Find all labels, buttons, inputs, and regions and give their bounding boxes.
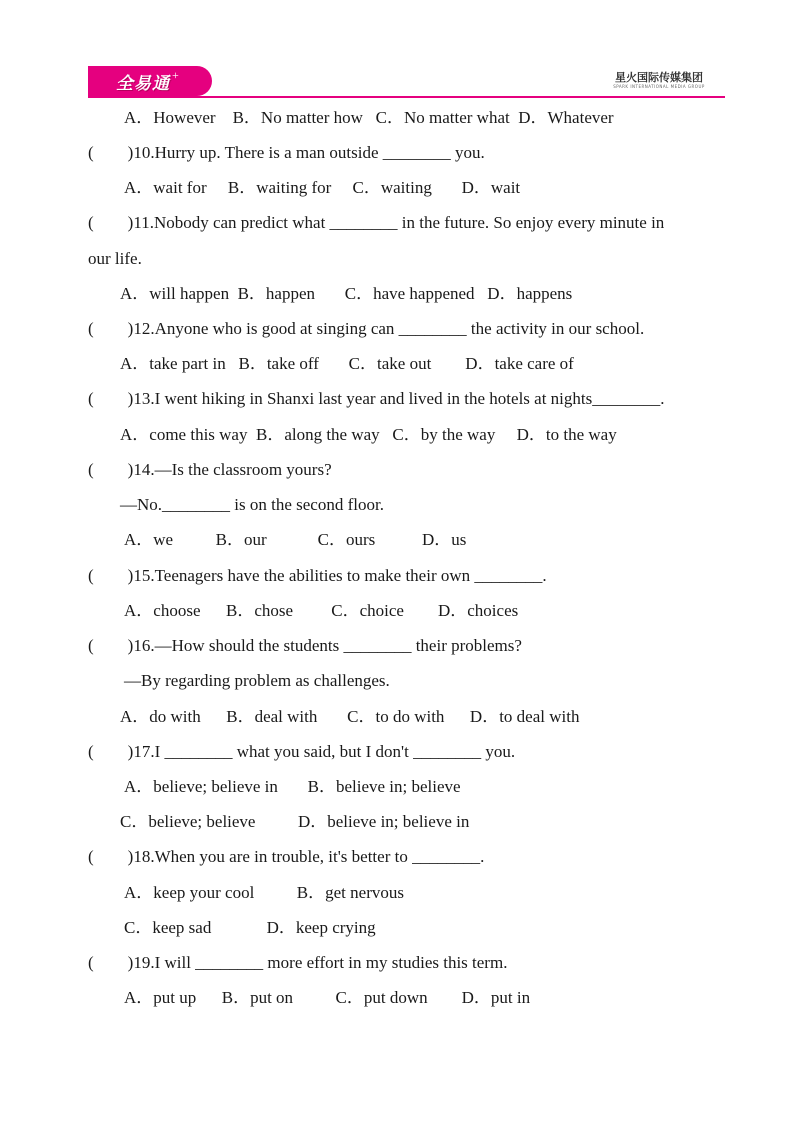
question-15: ( )15.Teenagers have the abilities to make their own ________. <box>88 566 547 585</box>
question-12: ( )12.Anyone who is good at singing can ________ the activity in our school. <box>88 319 645 338</box>
question-18: ( )18.When you are in trouble, it's better to ________. <box>88 847 485 866</box>
question-17: ( )17.I ________ what you said, but I don't ________ you. <box>88 742 516 761</box>
brand-logo <box>88 66 212 96</box>
question-16-reply: —By regarding problem as challenges. <box>124 671 390 690</box>
option-row-q18-ab: A．keep your cool B．get nervous <box>124 883 404 902</box>
option-row-q15: A．choose B．chose C．choice D．choices <box>124 601 519 620</box>
question-11: ( )11.Nobody can predict what ________ in the future. So enjoy every minute in <box>88 213 665 232</box>
option-row-q19: A．put up B．put on C．put down D．put in <box>124 988 531 1007</box>
question-13: ( )13.I went hiking in Shanxi last year and lived in the hotels at nights________. <box>88 389 665 408</box>
header-divider <box>88 96 725 98</box>
question-19: ( )19.I will ________ more effort in my studies this term. <box>88 953 508 972</box>
option-row-q14: A．we B．our C．ours D．us <box>124 530 467 549</box>
option-row-q9: A．However B．No matter how C．No matter what D．Whatever <box>124 108 614 127</box>
option-row-q17-ab: A．believe; believe in B．believe in; believe <box>124 777 461 796</box>
option-row-q18-cd: C．keep sad D．keep crying <box>124 918 376 937</box>
question-11-cont: our life. <box>88 249 142 268</box>
logo-star-icon: + <box>172 67 179 82</box>
question-14-reply: —No.________ is on the second floor. <box>120 495 384 514</box>
logo-text: 全易通 <box>116 73 170 94</box>
question-10: ( )10.Hurry up. There is a man outside ________ you. <box>88 143 485 162</box>
question-14: ( )14.—Is the classroom yours? <box>88 460 332 479</box>
option-row-q10: A．wait for B．waiting for C．waiting D．wait <box>124 178 521 197</box>
publisher-name: 星火国际传媒集团 <box>615 71 703 84</box>
option-row-q12: A．take part in B．take off C．take out D．take care of <box>120 354 574 373</box>
option-row-q17-cd: C．believe; believe D．believe in; believe in <box>120 812 470 831</box>
publisher-subtitle: SPARK INTERNATIONAL MEDIA GROUP <box>613 84 705 89</box>
option-row-q16: A．do with B．deal with C．to do with D．to deal with <box>120 707 580 726</box>
option-row-q13: A．come this way B．along the way C．by the way D．to the way <box>120 425 617 444</box>
option-row-q11: A．will happen B．happen C．have happened D．happens <box>120 284 573 303</box>
question-16: ( )16.—How should the students ________ their problems? <box>88 636 522 655</box>
page-header <box>0 0 800 100</box>
